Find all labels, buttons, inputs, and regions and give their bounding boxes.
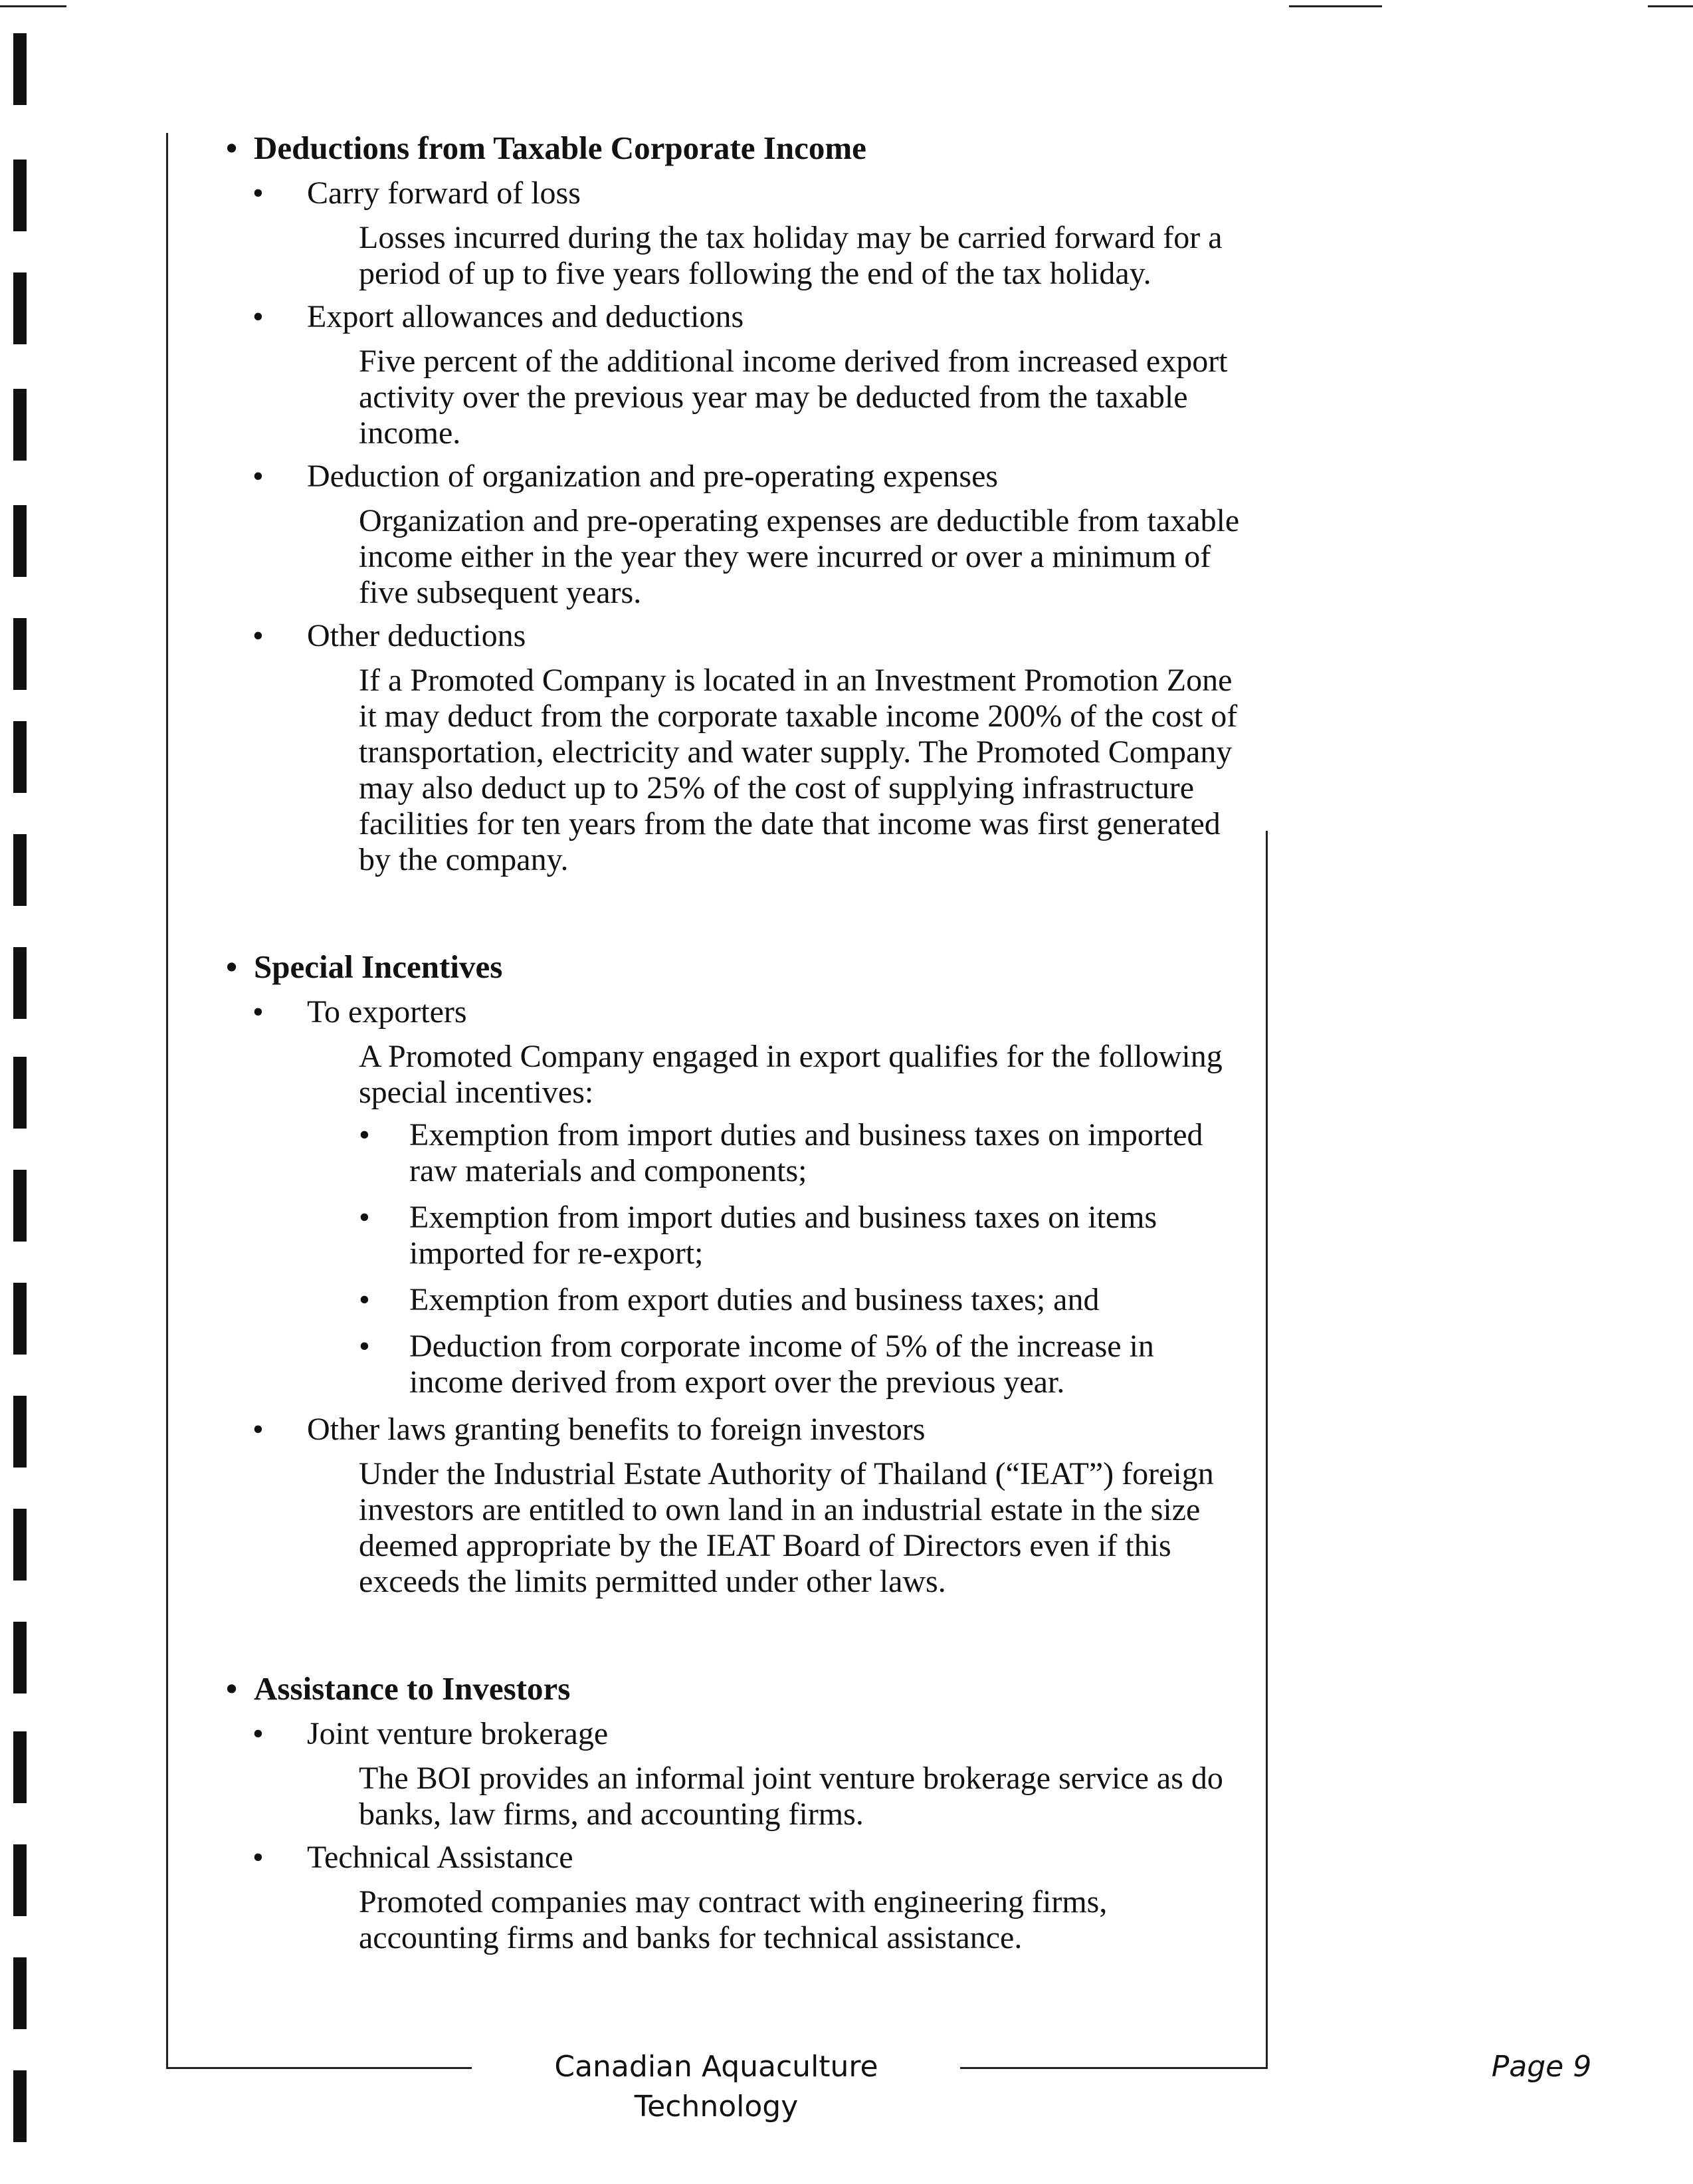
bullet-icon: •: [359, 1200, 370, 1235]
item-title: [252, 994, 1262, 1031]
bullet-icon: •: [252, 299, 264, 334]
bullet-icon: •: [252, 459, 264, 494]
sub-list-item: [359, 1200, 1243, 1271]
item-body: [307, 1761, 1243, 1832]
item-text: If a Promoted Company is located in an Investment Promotion Zone it may deduct from the corporate taxable income 200% of the cost of transportation, electricity and water supply. The Promoted Company may also deduct up to 25% of the cost of supplying infrastructure facilities for ten years from the date that income was first generated by the company.: [359, 663, 1238, 877]
bullet-icon: •: [252, 1716, 264, 1751]
item-text: The BOI provides an informal joint venture brokerage service as do banks, law firms, and accounting firms.: [359, 1761, 1223, 1832]
bullet-icon: •: [252, 618, 264, 653]
item-title: [252, 1411, 1262, 1448]
footer-title: Canadian Aquaculture Technology: [554, 2050, 878, 2124]
binder-mark: [13, 1170, 27, 1242]
item-title: [252, 1839, 1262, 1876]
frame-left-rule: [166, 133, 168, 2067]
item-title-text: Joint venture brokerage: [307, 1716, 609, 1751]
item-body: [307, 344, 1243, 451]
item-title: [252, 298, 1262, 336]
bullet-icon: •: [359, 1329, 370, 1364]
binder-mark: [13, 505, 27, 577]
sub-list-item: [359, 1117, 1243, 1189]
binder-mark: [13, 1396, 27, 1468]
document-body: [226, 130, 1262, 2026]
section-heading: [226, 948, 1262, 986]
section: [226, 948, 1262, 1600]
bullet-icon: •: [226, 130, 238, 166]
list-item: [226, 458, 1262, 611]
section-heading: [226, 1670, 1262, 1707]
item-text: Promoted companies may contract with engineering firms, accounting firms and banks for technical assistance.: [359, 1884, 1108, 1955]
binder-mark: [13, 160, 27, 231]
item-body: [307, 1884, 1243, 1956]
footer-rule-left: [166, 2067, 472, 2069]
bullet-icon: •: [252, 994, 264, 1030]
item-body: [307, 1456, 1243, 1600]
item-title: [252, 617, 1262, 655]
sub-list: [359, 1117, 1243, 1400]
item-title-text: Other laws granting benefits to foreign investors: [307, 1412, 926, 1447]
section-heading-text: Deductions from Taxable Corporate Income: [254, 130, 866, 166]
item-title: [252, 175, 1262, 212]
list-item: [226, 1411, 1262, 1600]
bullet-icon: •: [359, 1117, 370, 1152]
section: [226, 1670, 1262, 1956]
binder-mark: [13, 834, 27, 906]
item-title-text: To exporters: [307, 994, 467, 1030]
item-title: [252, 458, 1262, 495]
binder-mark: [13, 389, 27, 461]
section-heading-text: Special Incentives: [254, 948, 503, 985]
frame-right-rule: [1266, 831, 1268, 2068]
binder-mark: [13, 947, 27, 1019]
page-number: Page 9: [1491, 2050, 1592, 2084]
sub-list-item: [359, 1329, 1243, 1400]
section-heading: [226, 130, 1262, 167]
top-rule: [0, 5, 66, 7]
binder-mark: [13, 618, 27, 690]
item-text: Under the Industrial Estate Authority of Thailand (“IEAT”) foreign investors are entitled to own land in an industrial estate in the size deemed appropriate by the IEAT Board of Directors even if this exceeds the limits permitted under other laws.: [359, 1456, 1214, 1599]
binder-mark: [13, 33, 27, 105]
binder-mark: [13, 1731, 27, 1803]
top-rule: [1289, 5, 1382, 7]
sub-list-item-text: Exemption from import duties and business taxes on items imported for re-export;: [409, 1200, 1157, 1271]
binder-mark: [13, 1957, 27, 2029]
binder-mark: [13, 2070, 27, 2142]
bullet-icon: •: [252, 175, 264, 211]
binder-mark: [13, 273, 27, 344]
list-item: [226, 994, 1262, 1400]
binder-mark: [13, 1509, 27, 1581]
list-item: [226, 175, 1262, 292]
item-body: [307, 663, 1243, 878]
list-item: [226, 1715, 1262, 1832]
section: [226, 130, 1262, 878]
item-title-text: Technical Assistance: [307, 1840, 573, 1875]
item-text: Organization and pre-operating expenses are deductible from taxable income either in the year they were incurred or over a minimum of five subsequent years.: [359, 503, 1240, 610]
binder-marks: [0, 0, 60, 2184]
sub-list-item: [359, 1282, 1243, 1318]
item-title-text: Deduction of organization and pre-operating expenses: [307, 459, 999, 494]
list-item: [226, 617, 1262, 878]
bullet-icon: •: [252, 1412, 264, 1447]
item-body: [307, 1039, 1243, 1400]
item-text: A Promoted Company engaged in export qualifies for the following special incentives:: [359, 1039, 1223, 1110]
binder-mark: [13, 721, 27, 793]
bullet-icon: •: [226, 1670, 238, 1707]
item-title-text: Other deductions: [307, 618, 526, 653]
item-body: [307, 220, 1243, 292]
footer-rule-right: [960, 2067, 1268, 2069]
section-heading-text: Assistance to Investors: [254, 1670, 571, 1707]
item-title-text: Export allowances and deductions: [307, 299, 744, 334]
binder-mark: [13, 1057, 27, 1129]
list-item: [226, 298, 1262, 451]
item-body: [307, 503, 1243, 611]
item-title-text: Carry forward of loss: [307, 175, 581, 211]
list-item: [226, 1839, 1262, 1956]
bullet-icon: •: [252, 1840, 264, 1875]
binder-mark: [13, 1844, 27, 1916]
sub-list-item-text: Exemption from import duties and business taxes on imported raw materials and components;: [409, 1117, 1203, 1188]
binder-mark: [13, 1622, 27, 1693]
item-title: [252, 1715, 1262, 1753]
binder-mark: [13, 1283, 27, 1355]
item-text: Losses incurred during the tax holiday may be carried forward for a period of up to five years following the end of the tax holiday.: [359, 220, 1223, 291]
bullet-icon: •: [359, 1282, 370, 1317]
bullet-icon: •: [226, 948, 238, 985]
item-text: Five percent of the additional income derived from increased export activity over the previous year may be deducted from the taxable income.: [359, 344, 1228, 451]
sub-list-item-text: Exemption from export duties and business taxes; and: [409, 1282, 1100, 1317]
sub-list-item-text: Deduction from corporate income of 5% of the increase in income derived from export over the previous year.: [409, 1329, 1154, 1400]
top-rule: [1648, 5, 1693, 7]
